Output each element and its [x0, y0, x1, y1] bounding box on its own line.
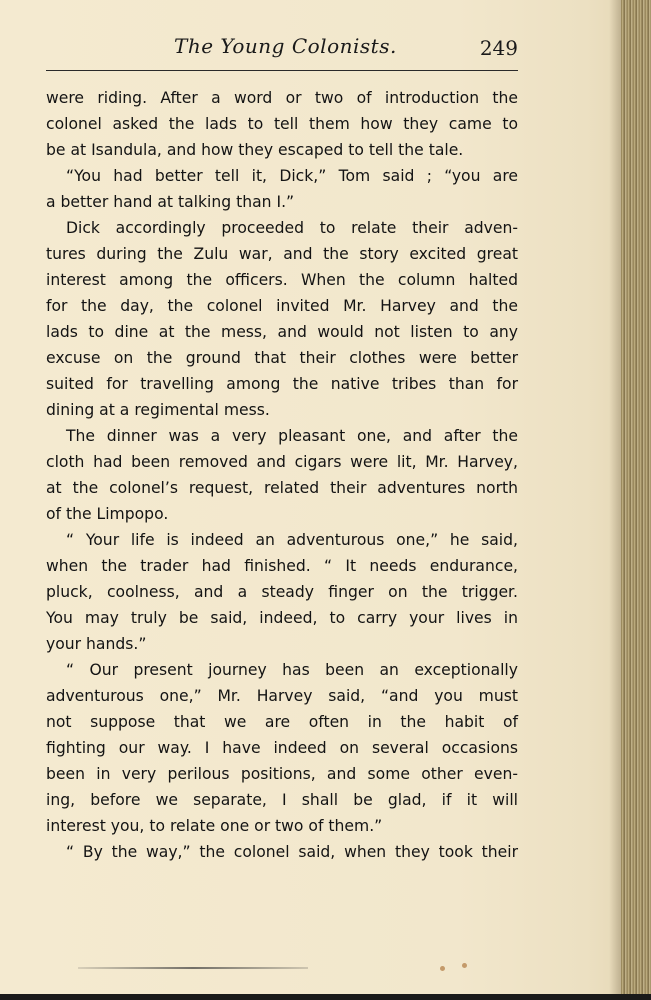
text-line: tures during the Zulu war, and the story excited great: [46, 245, 518, 263]
ink-spot: [462, 963, 467, 968]
text-line: were riding. After a word or two of introduction the: [46, 89, 518, 107]
text-line: fighting our way. I have indeed on several occasions: [46, 739, 518, 757]
page-edge: [621, 0, 651, 1000]
running-title: The Young Colonists.: [174, 34, 397, 58]
text-line: “ Our present journey has been an exceptionally: [66, 661, 518, 679]
text-line: excuse on the ground that their clothes were better: [46, 349, 518, 367]
text-line: “ By the way,” the colonel said, when they took their: [66, 843, 518, 861]
text-line: “You had better tell it, Dick,” Tom said ; “you are: [66, 167, 518, 185]
text-line: cloth had been removed and cigars were lit, Mr. Harvey,: [46, 453, 518, 471]
text-line: not suppose that we are often in the habit of: [46, 713, 518, 731]
text-line: for the day, the colonel invited Mr. Harvey and the: [46, 297, 518, 315]
text-line: ing, before we separate, I shall be glad, if it will: [46, 791, 518, 809]
header-rule: [46, 70, 518, 71]
text-line: interest you, to relate one or two of them.”: [46, 817, 383, 835]
text-line: when the trader had finished. “ It needs endurance,: [46, 557, 518, 575]
text-line: lads to dine at the mess, and would not listen to any: [46, 323, 518, 341]
page-gutter-shadow: [609, 0, 621, 1000]
ink-spot: [440, 966, 445, 971]
text-line: The dinner was a very pleasant one, and after the: [66, 427, 518, 445]
scan-border: [0, 994, 651, 1000]
text-line: “ Your life is indeed an adventurous one,” he said,: [66, 531, 518, 549]
body-text: [46, 85, 518, 865]
text-line: be at Isandula, and how they escaped to tell the tale.: [46, 141, 464, 159]
page-header: [46, 34, 518, 66]
footer-rule: [78, 967, 308, 969]
text-line: been in very perilous positions, and some other even-: [46, 765, 518, 783]
text-line: adventurous one,” Mr. Harvey said, “and you must: [46, 687, 518, 705]
text-line: interest among the officers. When the column halted: [46, 271, 518, 289]
text-line: Dick accordingly proceeded to relate their adven-: [66, 219, 518, 237]
text-line: of the Limpopo.: [46, 505, 169, 523]
page-number: 249: [479, 36, 518, 60]
text-line: colonel asked the lads to tell them how they came to: [46, 115, 518, 133]
text-line: your hands.”: [46, 635, 147, 653]
text-line: You may truly be said, indeed, to carry your lives in: [46, 609, 518, 627]
text-line: a better hand at talking than I.”: [46, 193, 295, 211]
text-line: dining at a regimental mess.: [46, 401, 270, 419]
text-line: at the colonel’s request, related their adventures north: [46, 479, 518, 497]
text-line: pluck, coolness, and a steady finger on the trigger.: [46, 583, 518, 601]
text-line: suited for travelling among the native tribes than for: [46, 375, 518, 393]
